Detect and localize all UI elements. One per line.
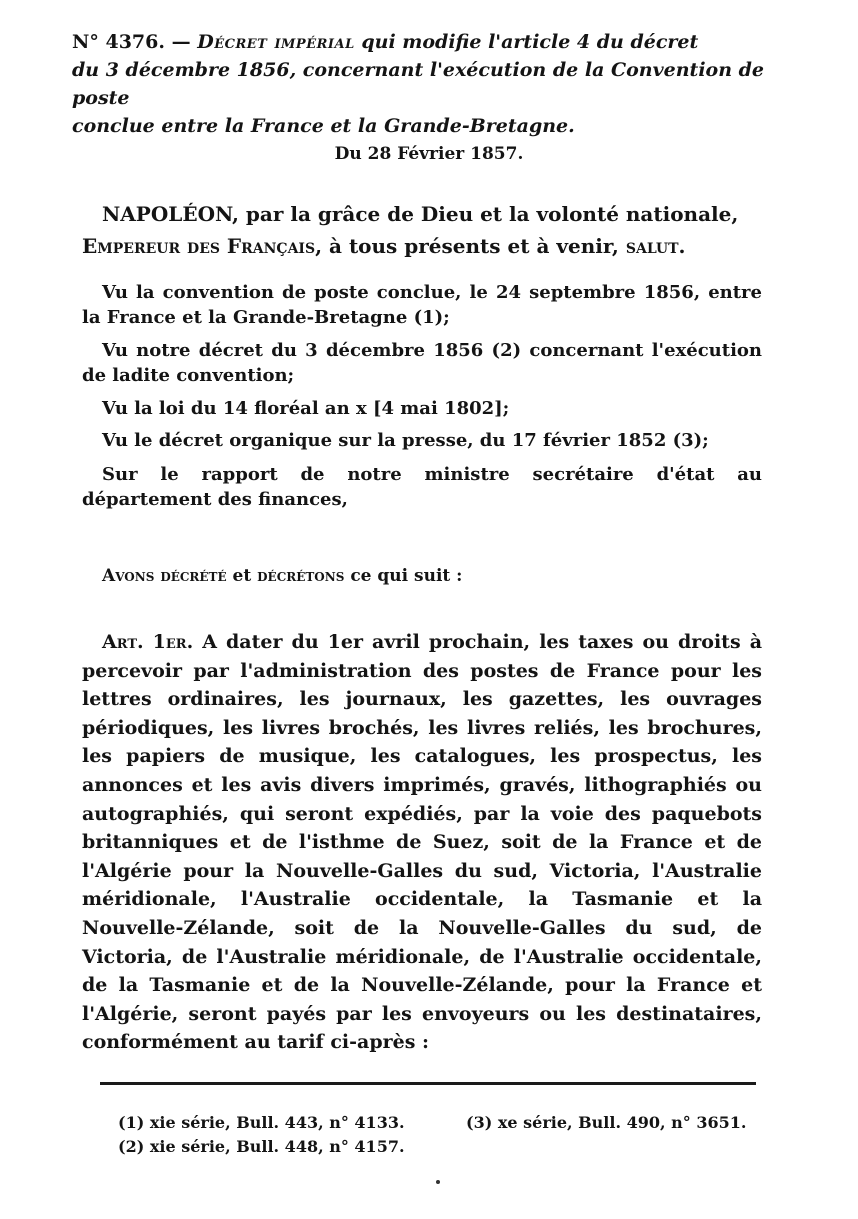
footnote-2: (2) xie série, Bull. 448, n° 4157.: [118, 1137, 405, 1156]
preamble-rest: , à tous présents et à venir,: [315, 234, 619, 258]
decree-title-line1: qui modifie l'article 4 du décret: [361, 31, 699, 53]
consideration-5: Sur le rapport de notre ministre secrétaire d'état au département des finances,: [82, 464, 762, 510]
preamble-salut: salut.: [625, 234, 686, 258]
decree-title-line2: du 3 décembre 1856, concernant l'exécution de la Convention de poste: [72, 59, 765, 109]
consideration-1: Vu la convention de poste conclue, le 24 septembre 1856, entre la France et la Grande-Bretagne (1);: [82, 282, 762, 328]
preamble: [82, 198, 762, 262]
footnote-separator: [100, 1082, 756, 1085]
footnote-3: (3) xe série, Bull. 490, n° 3651.: [466, 1113, 747, 1132]
decree-kind: Décret impérial: [197, 31, 355, 53]
footnote-1: (1) xie série, Bull. 443, n° 4133.: [118, 1113, 405, 1132]
decree-title-line3: conclue entre la France et la Grande-Bretagne.: [72, 115, 575, 137]
decree-heading: [72, 28, 772, 140]
consideration-2: Vu notre décret du 3 décembre 1856 (2) concernant l'exécution de ladite convention;: [82, 340, 762, 386]
consideration-3: Vu la loi du 14 floréal an x [4 mai 1802];: [102, 398, 510, 419]
article-text: A dater du 1er avril prochain, les taxes ou droits à percevoir par l'administration des postes de France pour les lettres ordinaires, les journaux, les gazettes, les ouvrages périodiques, les livres brochés, les livres reliés, les brochures, les papiers de musique, les catalogues, les prospectus, les annonces et les avis divers imprimés, gravés, lithographiés ou autographiés, qui seront expédiés, par la voie des paquebots britanniques et de l'isthme de Suez, soit de la France et de l'Algérie pour la Nouvelle-Galles du sud, Victoria, l'Australie méridionale, l'Australie occidentale, la Tasmanie et la Nouvelle-Zélande, soit de la Nouvelle-Galles du sud, de Victoria, de l'Australie méridionale, de l'Australie occidentale, de la Tasmanie et de la Nouvelle-Zélande, pour la France et l'Algérie, seront payés par les envoyeurs ou les destinataires, conformément au tarif ci-après :: [82, 631, 762, 1054]
preamble-name: NAPOLÉON, par la grâce de Dieu et la volonté nationale,: [102, 202, 739, 226]
ink-speck: [436, 1180, 440, 1184]
preamble-title: Empereur des Français: [82, 234, 316, 258]
article-label: Art. 1er.: [102, 631, 194, 653]
decree-number: N° 4376. —: [72, 31, 191, 53]
enactment-formula: Avons décrété et décrétons ce qui suit :: [102, 566, 463, 586]
article-1: [82, 628, 762, 1057]
decree-date: Du 28 Février 1857.: [334, 144, 524, 164]
consideration-4: Vu le décret organique sur la presse, du 17 février 1852 (3);: [102, 430, 709, 451]
